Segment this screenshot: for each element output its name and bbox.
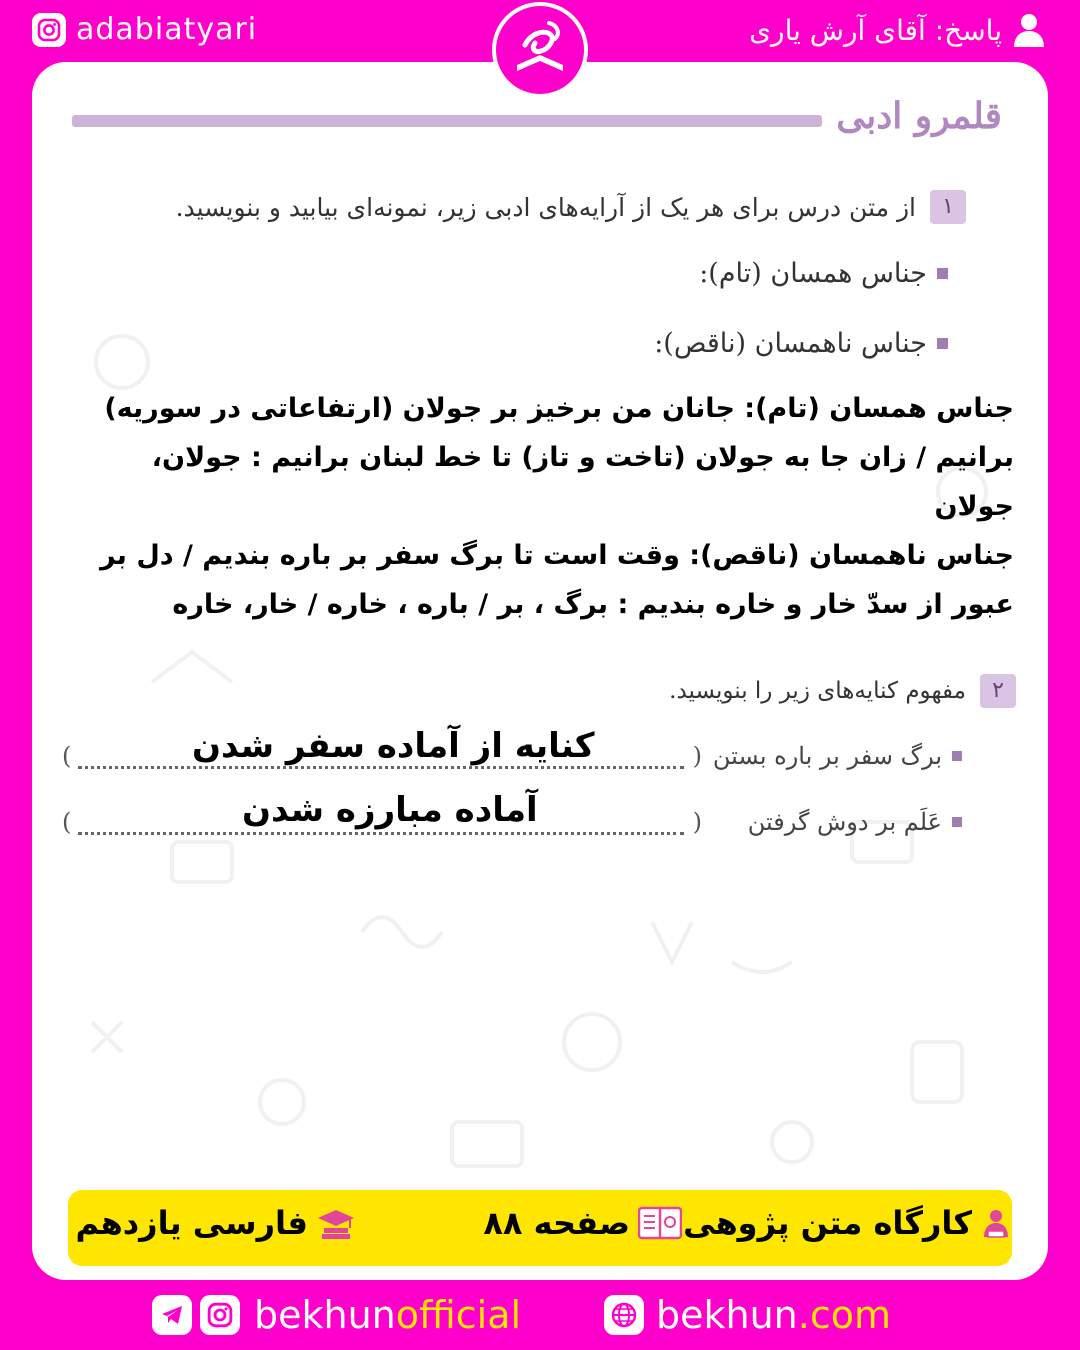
question-2-row-label-text: برگ سفر بر باره بستن xyxy=(712,742,942,770)
website-url xyxy=(656,1293,891,1337)
question-1-text: از متن درس برای هر یک از آرایه‌های ادبی زیر، نمونه‌ای بیابید و بنویسید. xyxy=(175,192,916,222)
bullet-icon xyxy=(952,817,962,827)
instagram-icon xyxy=(32,13,66,47)
bekhun-logo-icon xyxy=(505,15,575,85)
website-link[interactable] xyxy=(604,1293,891,1337)
website-url-accent: .com xyxy=(797,1293,892,1337)
question-2-number: ۲ xyxy=(980,674,1016,708)
question-2-row-label xyxy=(713,742,962,770)
footer-book xyxy=(75,1204,356,1242)
answer-1-line: جناس همسان (تام): جانان من برخیز بر جولان (ارتفاعاتی در سوریه) xyxy=(104,393,1014,424)
instagram-handle-text: adabiatyari xyxy=(76,12,258,47)
social-handle-accent: official xyxy=(395,1293,522,1337)
answer-blank: ( ) xyxy=(62,808,702,836)
social-handle[interactable] xyxy=(152,1293,521,1337)
website-url-main: bekhun xyxy=(656,1293,798,1337)
question-1-item-text: جناس ناهمسان (ناقص): xyxy=(654,328,927,359)
question-2-row-label-text: عَلَم بر دوش گرفتن xyxy=(747,808,942,836)
answer-blank: ( ) xyxy=(62,742,702,770)
answer-author-text: پاسخ: آقای آرش یاری xyxy=(749,13,1002,47)
question-1 xyxy=(176,190,966,224)
bottom-bar xyxy=(0,1285,1080,1350)
section-header xyxy=(72,97,1002,147)
answer-1-line: جولان xyxy=(934,491,1014,522)
content-card xyxy=(32,62,1048,1280)
bekhun-logo xyxy=(492,2,588,98)
open-book-icon xyxy=(638,1206,682,1240)
question-2-answer-2: آماده مبارزه شدن xyxy=(242,790,538,830)
teacher-icon xyxy=(980,1207,1012,1239)
footer-book-text: فارسی یازدهم xyxy=(75,1204,308,1242)
section-header-line xyxy=(72,115,822,127)
question-1-item-naghes xyxy=(654,328,948,359)
answer-1-line: برانیم / زان جا به جولان (تاخت و تاز) تا خط لبنان برانیم : جولان، xyxy=(151,442,1014,473)
question-2-text: مفهوم کنایه‌های زیر را بنویسید. xyxy=(669,678,966,704)
question-1-number: ۱ xyxy=(930,190,966,224)
globe-icon xyxy=(604,1295,644,1335)
question-2-answer-1: کنایه از آماده سفر شدن xyxy=(192,726,595,766)
answer-1-line: جناس ناهمسان (ناقص): وقت است تا برگ سفر بر باره بندیم / دل بر xyxy=(99,540,1014,571)
bullet-icon xyxy=(937,268,948,279)
question-1-item-text: جناس همسان (تام): xyxy=(699,258,927,289)
answer-1-line: عبور از سدّ خار و خاره بندیم : برگ ، بر / باره ، خاره / خار، خاره xyxy=(172,589,1014,620)
user-icon xyxy=(1012,12,1046,48)
answer-1-block xyxy=(74,384,1014,629)
question-2 xyxy=(669,674,1016,708)
telegram-icon[interactable] xyxy=(152,1295,192,1335)
section-title: قلمرو ادبی xyxy=(836,95,1002,137)
question-2-row-label xyxy=(748,808,962,836)
bullet-icon xyxy=(937,338,948,349)
instagram-handle-top[interactable] xyxy=(32,12,257,47)
question-1-item-tam xyxy=(699,258,948,289)
instagram-icon[interactable] xyxy=(200,1295,240,1335)
watermark-pattern xyxy=(32,62,1048,1280)
footer-page-text: صفحه ۸۸ xyxy=(483,1204,630,1242)
bullet-icon xyxy=(952,751,962,761)
social-handle-main: bekhun xyxy=(254,1293,396,1337)
social-handle-text xyxy=(254,1293,521,1337)
footer-lesson xyxy=(683,1204,1012,1242)
footer-info-bar xyxy=(68,1190,1012,1266)
answer-author xyxy=(749,12,1046,48)
graduation-cap-icon xyxy=(316,1206,356,1240)
footer-page xyxy=(483,1204,682,1242)
footer-lesson-text: کارگاه متن پژوهی xyxy=(683,1204,972,1242)
